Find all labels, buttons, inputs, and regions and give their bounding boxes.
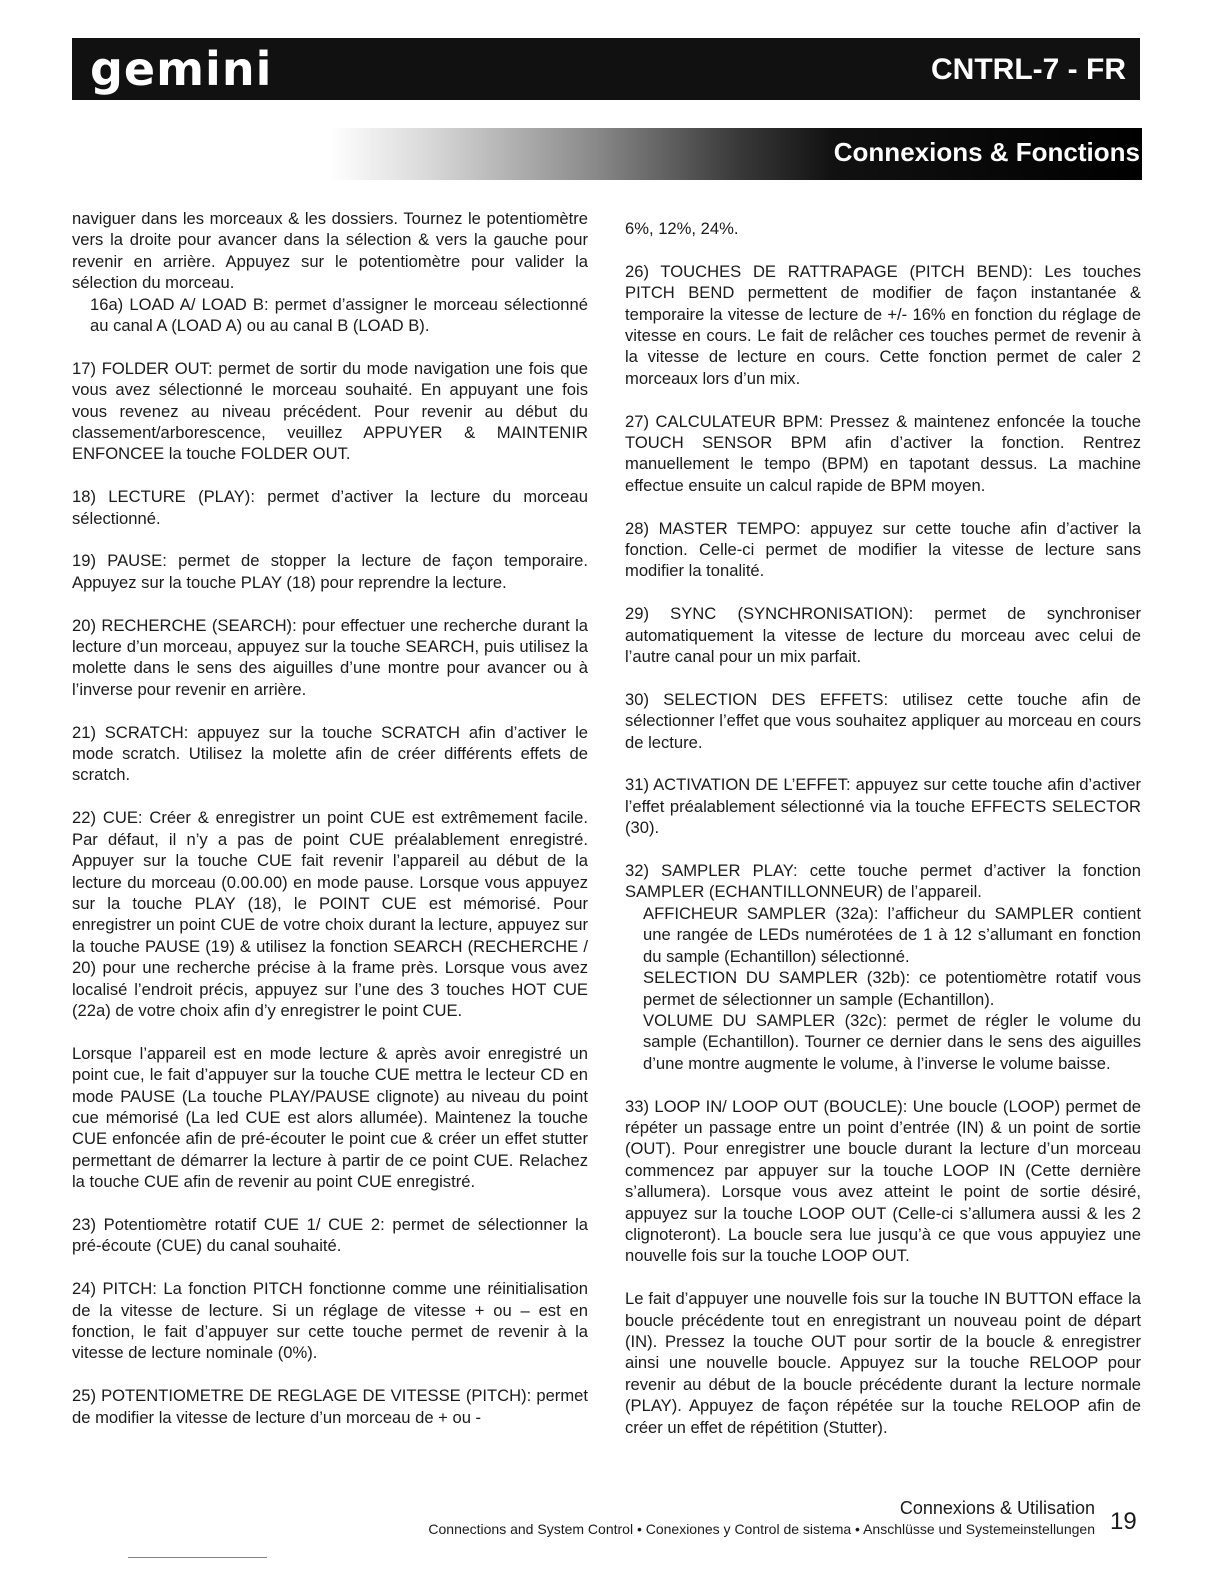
paragraph-25: 25) POTENTIOMETRE DE REGLAGE DE VITESSE (PITCH): permet de modifier la vitesse de lecture d’un morceau de + ou - <box>72 1386 588 1427</box>
paragraph-32c: VOLUME DU SAMPLER (32c): permet de régler le volume du sample (Echantillon). Tourner ce dernier dans le sens des aiguilles d’une montre augmente le volume, à l’inverse le volume baisse. <box>643 1010 1141 1073</box>
paragraph-22: 22) CUE: Créer & enregistrer un point CUE est extrêmement facile. Par défaut, il n’y a pas de point CUE préalablement enregistré. Appuyer sur la touche CUE fait revenir l’appareil au début de la lecture du morceau (0.00.00) en mode pause. Lorsque vous appuyez sur la touche PLAY (18), le POINT CUE est mémorisé. Pour enregistrer un point CUE de votre choix durant la lecture, appuyez sur la touche PAUSE (19) & utilisez la fonction SEARCH (RECHERCHE / 20) pour une recherche précise à la frame près. Lorsque vous avez localisé l’endroit précis, appuyez sur l’une des 3 touches HOT CUE (22a) de votre choix afin d’y enregistrer le point CUE. <box>72 808 588 1020</box>
paragraph-28: 28) MASTER TEMPO: appuyez sur cette touche afin d’activer la fonction. Celle-ci permet de modifier la vitesse de lecture sans modifier la tonalité. <box>625 518 1141 581</box>
paragraph-17: 17) FOLDER OUT: permet de sortir du mode navigation une fois que vous avez sélectionné le morceau souhaité. En appuyant une fois vous revenez au niveau précédent. Pour revenir au début du classement/arborescence, veuillez APPUYER & MAINTENIR ENFONCEE la touche FOLDER OUT. <box>72 358 588 464</box>
paragraph-25-continued: 6%, 12%, 24%. <box>625 219 739 238</box>
paragraph-22-continued: Lorsque l’appareil est en mode lecture & après avoir enregistré un point cue, le fait d’appuyer sur la touche CUE mettra le lecteur CD en mode PAUSE (La touche PLAY/PAUSE clignote) au niveau du point cue mémorisé (La led CUE est alors allumée). Maintenez la touche CUE enfoncée afin de pré-écouter le point cue & créer un effet stutter permettant de démarrer la lecture à partir de ce point CUE. Relachez la touche CUE afin de revenir au point CUE enregistré. <box>72 1043 588 1192</box>
paragraph-16-continued: naviguer dans les morceaux & les dossiers. Tournez le potentiomètre vers la droite pour avancer dans la sélection & vers la gauche pour revenir en arrière. Appuyez sur le potentiomètre pour valider la sélection du morceau. <box>72 209 588 293</box>
paragraph-27: 27) CALCULATEUR BPM: Pressez & maintenez enfoncée la touche TOUCH SENSOR BPM afin d’activer la fonction. Rentrez manuellement le tempo (BPM) en tapotant dessus. La machine effectue ensuite un calcul rapide de BPM moyen. <box>625 411 1141 495</box>
paragraph-33: 33) LOOP IN/ LOOP OUT (BOUCLE): Une boucle (LOOP) permet de répéter un passage entre un point d’entrée (IN) & un point de sortie (OUT). Pour enregistrer une boucle durant la lecture d’un morceau commencez par appuyer sur la touche LOOP IN (Cette dernière s’allumera). Lorsque vous avez atteint le point de sortie désiré, appuyez sur la touche LOOP OUT (Celle-ci s’allumera aussi & les 2 clignoteront). La boucle sera lue jusqu’à ce que vous appuyiez une nouvelle fois sur la touche LOOP OUT. <box>625 1096 1141 1266</box>
section-title: Connexions & Fonctions <box>833 137 1140 167</box>
paragraph-33-continued: Le fait d’appuyer une nouvelle fois sur la touche IN BUTTON efface la boucle précédente tout en enregistrant un nouveau point de départ (IN). Pressez la touche OUT pour sortir de la boucle & enregistrer ainsi une nouvelle boucle. Appuyez sur la touche RELOOP pour revenir au début de la boucle précédente durant la lecture normale (PLAY). Appuyez de façon répétée sur la touche RELOOP afin de créer un effet de répétition (Stutter). <box>625 1289 1141 1437</box>
page-number: 19 <box>1110 1508 1137 1535</box>
paragraph-32a: AFFICHEUR SAMPLER (32a): l’afficheur du SAMPLER contient une rangée de LEDs numérotées de 1 à 12 s’allumant en fonction du sample (Echantillon) sélectionné. <box>643 903 1141 966</box>
paragraph-32: 32) SAMPLER PLAY: cette touche permet d’activer la fonction SAMPLER (ECHANTILLONNEUR) de l’appareil. <box>625 861 1141 902</box>
paragraph-31: 31) ACTIVATION DE L’EFFET: appuyez sur cette touche afin d’activer l’effet préalablement sélectionné via la touche EFFECTS SELECTOR (30). <box>625 775 1141 838</box>
paragraph-20: 20) RECHERCHE (SEARCH): pour effectuer une recherche durant la lecture d’un morceau, appuyez sur la touche SEARCH, puis utilisez la molette dans le sens des aiguilles d’une montre pour avancer ou à l’inverse pour revenir en arrière. <box>72 615 588 699</box>
left-column <box>72 208 588 1428</box>
footer-divider <box>128 1557 267 1558</box>
section-banner <box>330 128 1142 180</box>
paragraph-16a: 16a) LOAD A/ LOAD B: permet d’assigner le morceau sélectionné au canal A (LOAD A) ou au canal B (LOAD B). <box>90 294 588 336</box>
footer-subtitle: Connections and System Control • Conexiones y Control de sistema • Anschlüsse und Systemeinstellungen <box>428 1521 1095 1537</box>
model-title: CNTRL-7 - FR <box>931 53 1126 86</box>
footer-title: Connexions & Utilisation <box>899 1498 1095 1518</box>
paragraph-23: 23) Potentiomètre rotatif CUE 1/ CUE 2: permet de sélectionner la pré-écoute (CUE) du canal souhaité. <box>72 1214 588 1256</box>
brand-logo: gemini <box>90 42 273 96</box>
paragraph-32b: SELECTION DU SAMPLER (32b): ce potentiomètre rotatif vous permet de sélectionner un sample (Echantillon). <box>643 968 1141 1009</box>
header-bar <box>72 38 1140 100</box>
paragraph-18: 18) LECTURE (PLAY): permet d’activer la lecture du morceau sélectionné. <box>72 487 588 528</box>
paragraph-21: 21) SCRATCH: appuyez sur la touche SCRATCH afin d’activer le mode scratch. Utilisez la molette afin de créer différents effets de scratch. <box>72 722 588 785</box>
right-column <box>625 208 1141 1438</box>
paragraph-19: 19) PAUSE: permet de stopper la lecture de façon temporaire. Appuyez sur la touche PLAY (18) pour reprendre la lecture. <box>72 551 588 592</box>
paragraph-29: 29) SYNC (SYNCHRONISATION): permet de synchroniser automatiquement la vitesse de lecture du morceau avec celui de l’autre canal pour un mix parfait. <box>625 604 1141 667</box>
paragraph-24: 24) PITCH: La fonction PITCH fonctionne comme une réinitialisation de la vitesse de lecture. Si un réglage de vitesse + ou – est en fonction, le fait d’appuyer sur cette touche permet de revenir à la vitesse de lecture nominale (0%). <box>72 1279 588 1363</box>
paragraph-30: 30) SELECTION DES EFFETS: utilisez cette touche afin de sélectionner l’effet que vous souhaitez appliquer au morceau en cours de lecture. <box>625 689 1141 752</box>
paragraph-26: 26) TOUCHES DE RATTRAPAGE (PITCH BEND): Les touches PITCH BEND permettent de modifier de façon instantanée & temporaire la vitesse de lecture de +/- 16% en fonction du réglage de vitesse en cours. Le fait de relâcher ces touches permet de revenir à la vitesse de lecture en cours. Cette fonction permet de caler 2 morceaux lors d’un mix. <box>625 261 1141 388</box>
